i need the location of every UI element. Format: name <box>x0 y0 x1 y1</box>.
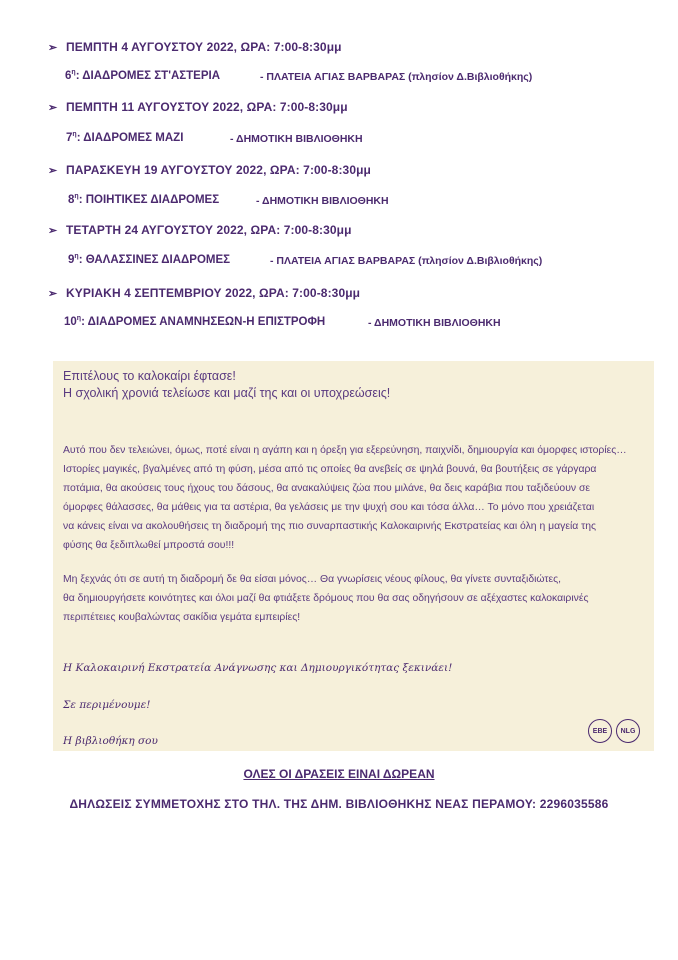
paragraph-line: να κάνεις είναι να ακολουθήσεις τη διαδρομή της πιο συναρπαστικής Καλοκαιρινής Εκστρατείας και όλη η μαγεία της <box>63 521 597 532</box>
paragraph-line: ποτάμια, θα ακούσεις τους ήχους του δάσους, θα ανακαλύψεις ζώα που μιλάνε, θα δεις καράβια που ταξιδεύουν σε <box>63 483 591 494</box>
schedule-date-5 <box>48 286 360 300</box>
signature: Η βιβλιοθήκη σου <box>63 735 158 747</box>
intro-line: Η σχολική χρονιά τελείωσε και μαζί της και οι υποχρεώσεις! <box>63 386 391 400</box>
schedule-event-1 <box>65 69 533 83</box>
paragraph-line: Αυτό που δεν τελειώνει, όμως, ποτέ είναι η αγάπη και η όρεξη για εξερεύνηση, παιχνίδι, δημιουργία και όμορφες ιστορίες… <box>63 445 627 456</box>
schedule-date-1 <box>48 40 342 54</box>
schedule-date-3 <box>48 163 371 177</box>
event-ordinal-suffix: η <box>72 131 77 139</box>
arrow-bullet-icon: ➢ <box>48 165 58 177</box>
schedule-event-5 <box>64 315 501 329</box>
intro-line: Επιτέλους το καλοκαίρι έφτασε! <box>63 369 236 383</box>
event-ordinal: 10 <box>64 316 77 328</box>
event-place: - ΔΗΜΟΤΙΚΗ ΒΙΒΛΙΟΘΗΚΗ <box>230 133 363 145</box>
event-title: : ΠΟΙΗΤΙΚΕΣ ΔΙΑΔΡΟΜΕΣ <box>78 194 220 206</box>
event-place: - ΠΛΑΤΕΙΑ ΑΓΙΑΣ ΒΑΡΒΑΡΑΣ (πλησίον Δ.Βιβλιοθήκης) <box>270 255 543 267</box>
paragraph-1 <box>63 441 648 555</box>
schedule-event-3 <box>68 193 389 207</box>
intro-text <box>63 368 390 402</box>
event-title: : ΔΙΑΔΡΟΜΕΣ ΜΑΖΙ <box>76 132 184 144</box>
event-ordinal-suffix: η <box>74 193 79 201</box>
event-ordinal-suffix: η <box>76 315 82 323</box>
paragraph-line: Μη ξεχνάς ότι σε αυτή τη διαδρομή δε θα είσαι μόνος… Θα γνωρίσεις νέους φίλους, θα γίνετε συνταξιδιώτες, <box>63 574 562 585</box>
arrow-bullet-icon: ➢ <box>48 42 58 54</box>
event-place: - ΔΗΜΟΤΙΚΗ ΒΙΒΛΙΟΘΗΚΗ <box>368 317 501 329</box>
schedule-event-2 <box>66 131 363 145</box>
arrow-bullet-icon: ➢ <box>48 102 58 114</box>
event-ordinal: 9 <box>68 254 75 266</box>
ebe-logo-icon: ΕΒΕ <box>588 719 612 743</box>
logos <box>588 719 640 743</box>
event-ordinal: 8 <box>68 194 75 206</box>
schedule-date-4 <box>48 223 352 237</box>
free-activities-notice: ΟΛΕΣ ΟΙ ΔΡΑΣΕΙΣ ΕΙΝΑΙ ΔΩΡΕΑΝ <box>243 767 435 781</box>
closing-greeting: Σε περιμένουμε! <box>63 699 151 711</box>
schedule-event-4 <box>68 253 543 267</box>
date-text: ΠΕΜΠΤΗ 4 ΑΥΓΟΥΣΤΟΥ 2022, ΩΡΑ: 7:00-8:30μμ <box>66 40 342 54</box>
date-text: ΤΕΤΑΡΤΗ 24 ΑΥΓΟΥΣΤΟΥ 2022, ΩΡΑ: 7:00-8:30μμ <box>66 223 352 237</box>
paragraph-line: φύσης θα ξεδιπλωθεί μπροστά σου!!! <box>63 540 235 551</box>
event-ordinal: 6 <box>65 70 72 82</box>
paragraph-line: θα δημιουργήσετε κοινότητες και όλοι μαζί θα φτιάξετε δρόμους που θα σας οδηγήσουν σε αξέχαστες καλοκαιρινές <box>63 593 589 604</box>
paragraph-line: Ιστορίες μαγικές, βγαλμένες από τη φύση, μέσα από τις οποίες θα ανεβείς σε ψηλά βουνά, θα βουτήξεις σε γάργαρα <box>63 464 597 475</box>
closing-line: Η Καλοκαιρινή Εκστρατεία Ανάγνωσης και Δημιουργικότητας ξεκινάει! <box>63 662 453 674</box>
arrow-bullet-icon: ➢ <box>48 225 58 237</box>
schedule-date-2 <box>48 100 348 114</box>
paragraph-2 <box>63 570 648 627</box>
event-title: : ΔΙΑΔΡΟΜΕΣ ΣΤ'ΑΣΤΕΡΙΑ <box>75 70 221 82</box>
event-title: : ΔΙΑΔΡΟΜΕΣ ΑΝΑΜΝΗΣΕΩΝ-Η ΕΠΙΣΤΡΟΦΗ <box>81 316 326 328</box>
paragraph-line: όμορφες θάλασσες, θα μάθεις για τα αστέρια, θα γελάσεις με την ψυχή σου και τόσα άλλα… Το μόνο που χρειάζεται <box>63 502 595 513</box>
event-title: : ΘΑΛΑΣΣΙΝΕΣ ΔΙΑΔΡΟΜΕΣ <box>78 254 231 266</box>
summer-campaign-panel <box>53 361 654 751</box>
event-ordinal-suffix: η <box>74 253 79 261</box>
event-ordinal-suffix: η <box>71 69 76 77</box>
event-place: - ΠΛΑΤΕΙΑ ΑΓΙΑΣ ΒΑΡΒΑΡΑΣ (πλησίον Δ.Βιβλιοθήκης) <box>260 71 533 83</box>
nlg-logo-icon: NLG <box>616 719 640 743</box>
event-place: - ΔΗΜΟΤΙΚΗ ΒΙΒΛΙΟΘΗΚΗ <box>256 195 389 207</box>
date-text: ΚΥΡΙΑΚΗ 4 ΣΕΠΤΕΜΒΡΙΟΥ 2022, ΩΡΑ: 7:00-8:30μμ <box>66 286 361 300</box>
contact-info: ΔΗΛΩΣΕΙΣ ΣΥΜΜΕΤΟΧΗΣ ΣΤΟ ΤΗΛ. ΤΗΣ ΔΗΜ. ΒΙΒΛΙΟΘΗΚΗΣ ΝΕΑΣ ΠΕΡΑΜΟΥ: 2296035586 <box>69 797 609 811</box>
paragraph-line: περιπέτειες κουβαλώντας σακίδια γεμάτα εμπειρίες! <box>63 612 301 623</box>
arrow-bullet-icon: ➢ <box>48 288 58 300</box>
date-text: ΠΑΡΑΣΚΕΥΗ 19 ΑΥΓΟΥΣΤΟΥ 2022, ΩΡΑ: 7:00-8:30μμ <box>66 163 371 177</box>
date-text: ΠΕΜΠΤΗ 11 ΑΥΓΟΥΣΤΟΥ 2022, ΩΡΑ: 7:00-8:30μμ <box>66 100 348 114</box>
event-ordinal: 7 <box>66 132 73 144</box>
